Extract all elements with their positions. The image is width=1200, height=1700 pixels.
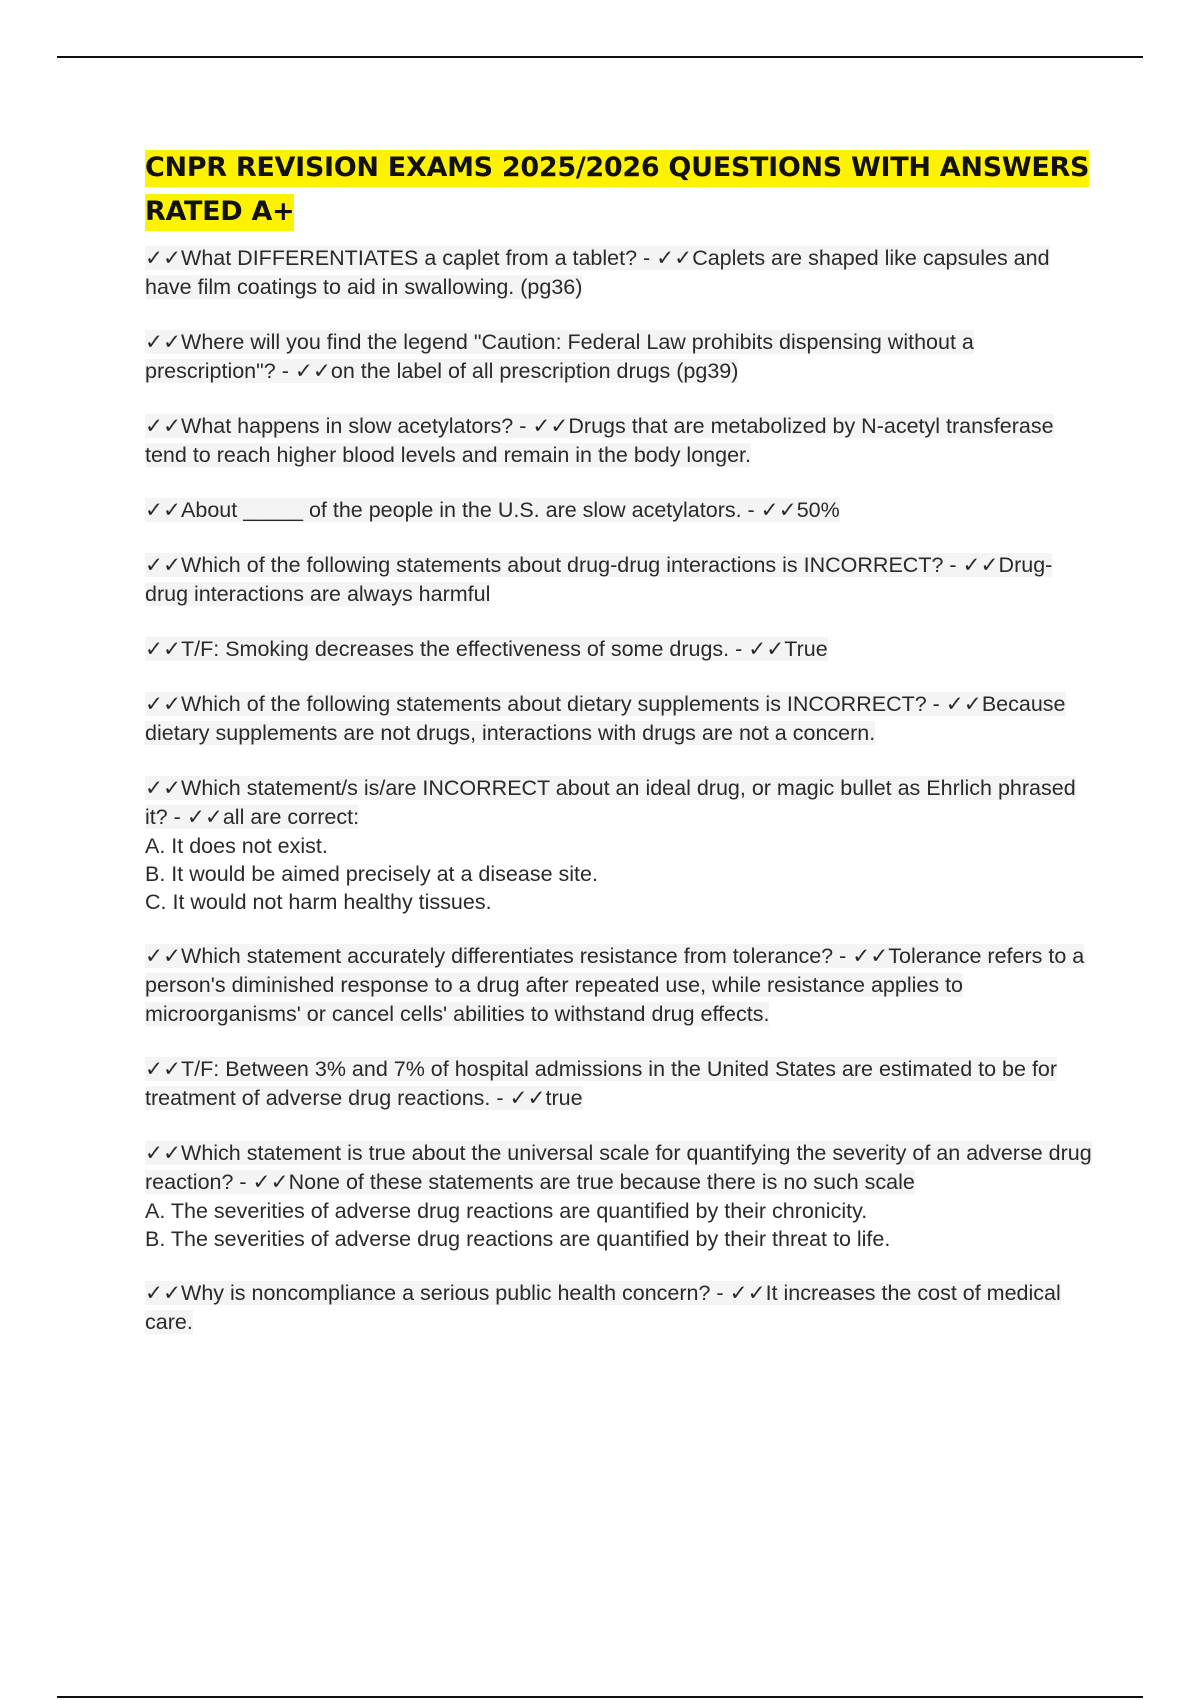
qa-text: ✓✓Which of the following statements about dietary supplements is INCORRECT? - ✓✓Because dietary supplements are not drugs, interactions with drugs are not a concern. xyxy=(145,692,1066,745)
document-body xyxy=(145,146,1095,1363)
qa-text: ✓✓Which statement accurately differentiates resistance from tolerance? - ✓✓Tolerance refers to a person's diminished response to a drug after repeated use, while resistance applies to microorganisms' or cancel cells' abilities to withstand drug effects. xyxy=(145,944,1085,1026)
qa-item-6 xyxy=(145,635,1095,664)
qa-item-5 xyxy=(145,551,1095,609)
qa-option: A. The severities of adverse drug reactions are quantified by their chronicity. xyxy=(145,1199,868,1223)
qa-text: ✓✓T/F: Smoking decreases the effectiveness of some drugs. - ✓✓True xyxy=(145,637,828,661)
qa-item-8 xyxy=(145,774,1095,916)
qa-option: B. It would be aimed precisely at a disease site. xyxy=(145,862,598,886)
qa-option: B. The severities of adverse drug reactions are quantified by their threat to life. xyxy=(145,1227,891,1251)
document-title xyxy=(145,146,1095,234)
qa-text: ✓✓T/F: Between 3% and 7% of hospital admissions in the United States are estimated to be for treatment of adverse drug reactions. - ✓✓true xyxy=(145,1057,1058,1110)
qa-item-10 xyxy=(145,1055,1095,1113)
title-highlight: CNPR REVISION EXAMS 2025/2026 QUESTIONS WITH ANSWERS RATED A+ xyxy=(145,150,1089,231)
qa-item-2 xyxy=(145,328,1095,386)
qa-option: A. It does not exist. xyxy=(145,834,328,858)
qa-item-9 xyxy=(145,942,1095,1029)
qa-item-1 xyxy=(145,244,1095,302)
qa-text: ✓✓Which statement is true about the universal scale for quantifying the severity of an adverse drug reaction? - ✓✓None of these statements are true because there is no such scale xyxy=(145,1141,1092,1194)
qa-text: ✓✓About _____ of the people in the U.S. are slow acetylators. - ✓✓50% xyxy=(145,498,840,522)
qa-item-11 xyxy=(145,1139,1095,1253)
qa-text: ✓✓What DIFFERENTIATES a caplet from a tablet? - ✓✓Caplets are shaped like capsules and have film coatings to aid in swallowing. (pg36) xyxy=(145,246,1050,299)
qa-text: ✓✓Where will you find the legend "Caution: Federal Law prohibits dispensing without a prescription"? - ✓✓on the label of all prescription drugs (pg39) xyxy=(145,330,974,383)
qa-item-4 xyxy=(145,496,1095,525)
qa-option: C. It would not harm healthy tissues. xyxy=(145,890,492,914)
qa-item-12 xyxy=(145,1279,1095,1337)
qa-text: ✓✓Which statement/s is/are INCORRECT about an ideal drug, or magic bullet as Ehrlich phrased it? - ✓✓all are correct: xyxy=(145,776,1076,829)
top-rule xyxy=(57,56,1143,58)
qa-item-7 xyxy=(145,690,1095,748)
bottom-rule xyxy=(57,1696,1143,1698)
qa-text: ✓✓What happens in slow acetylators? - ✓✓Drugs that are metabolized by N-acetyl transferase tend to reach higher blood levels and remain in the body longer. xyxy=(145,414,1054,467)
qa-text: ✓✓Which of the following statements about drug-drug interactions is INCORRECT? - ✓✓Drug-drug interactions are always harmful xyxy=(145,553,1053,606)
qa-text: ✓✓Why is noncompliance a serious public health concern? - ✓✓It increases the cost of medical care. xyxy=(145,1281,1061,1334)
qa-item-3 xyxy=(145,412,1095,470)
